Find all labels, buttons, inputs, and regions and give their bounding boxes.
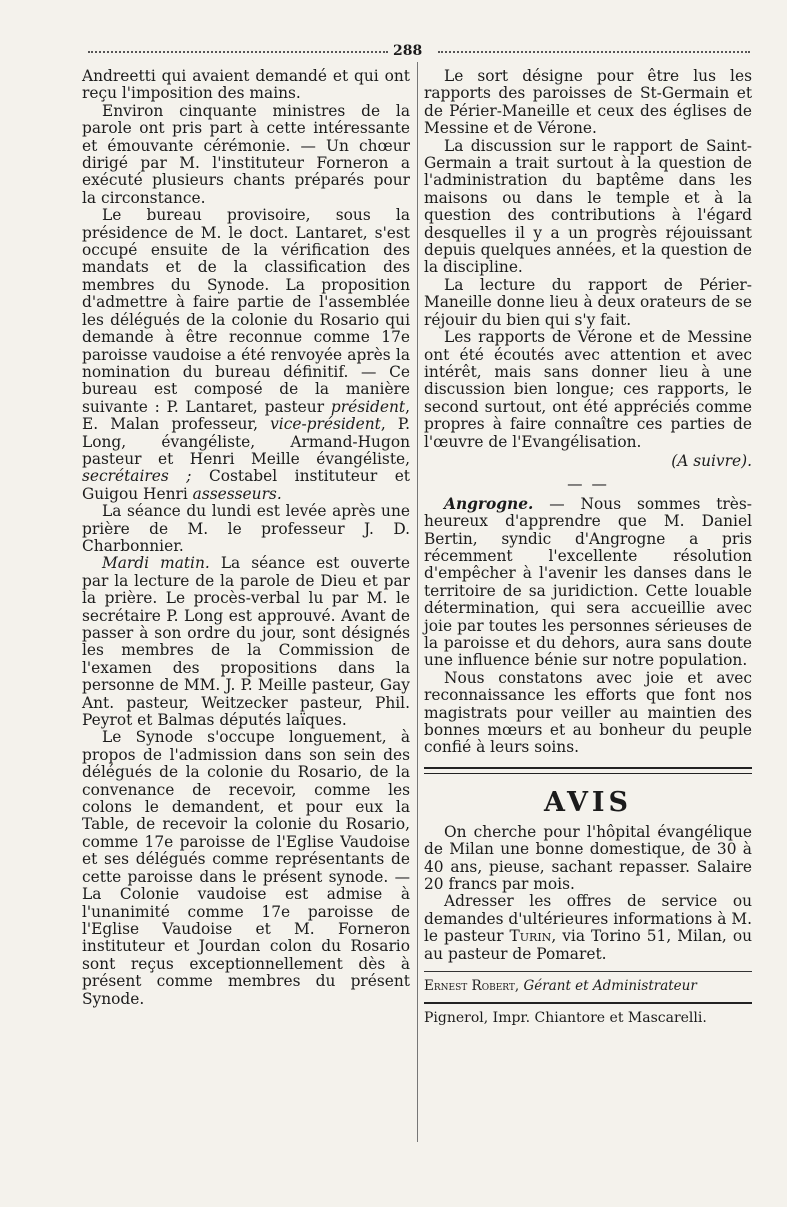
header-wave-left <box>88 51 388 57</box>
mardi-matin-text: La séance est ouverte par la lecture de la parole de Dieu et par la prière. Le procès-verbal lu par M. le secrétaire P. Long est approuvé. Avant de passer à son ordre du jour, sont désignés les membres de la Commission de l'examen des propositions dans la personne de MM. J. P. Meille pasteur, Gay Ant. pasteur, Weitzecker pasteur, Phil. Peyrot et Balmas députés laïques. <box>82 554 410 730</box>
bureau-text-c: , P. Long, évangéliste, Armand-Hugon pasteur et Henri Meille évangéliste, <box>82 415 411 468</box>
angrogne-article <box>424 496 752 670</box>
left-paragraph-2: Environ cinquante ministres de la parole ont pris part à cette intéressante et émouvante cérémonie. — Un chœur dirigé par M. l'instituteur Forneron a exécuté plusieurs chants préparés pour la circonstance. <box>82 101 410 207</box>
page-number: 288 <box>393 43 423 59</box>
avis-text-b: , via Torino 51, Milan, ou au pasteur de Pomaret. <box>424 927 752 963</box>
bureau-text-d: Costabel instituteur et Guigou Henri <box>82 467 410 503</box>
mardi-matin-heading: Mardi matin. <box>102 554 210 573</box>
angrogne-text: — Nous sommes très-heureux d'apprendre que M. Daniel Bertin, syndic d'Angrogne a pris récemment l'excellente résolution d'empêcher à l'avenir les danses dans le territoire de sa juridiction. Cette louable détermination, qui sera accueillie avec joie par toutes les personnes sérieuses de la paroisse et du dehors, aura sans doute une influence bénie sur notre population. <box>424 494 752 670</box>
angrogne-paragraph-2: Nous constatons avec joie et avec reconnaissance les efforts que font nos magistrats pour veiller au maintien des bonnes mœurs et au bonheur du peuple confié à leurs soins. <box>424 668 752 757</box>
avis-text-a: Adresser les offres de service ou demandes d'ultérieures informations à M. le pasteur <box>424 892 752 946</box>
avis-turin: Turin <box>509 927 552 946</box>
assesseurs-term: assesseurs. <box>192 484 282 503</box>
right-paragraph-1: Le sort désigne pour être lus les rapports des paroisses de St-Germain et de Périer-Maneille et ceux des églises de Messine et de Vérone. <box>424 67 752 138</box>
avis-paragraph-1: On cherche pour l'hôpital évangélique de Milan une bonne domestique, de 30 à 40 ans, pieuse, sachant repasser. Salaire 20 francs par mois. <box>424 822 752 894</box>
secretaires-term: secrétaires ; <box>82 467 192 486</box>
right-column <box>424 68 752 1027</box>
avis-paragraph-2 <box>424 893 752 963</box>
avis-top-rule <box>424 767 752 774</box>
imprimerie-line: Pignerol, Impr. Chiantore et Mascarelli. <box>424 1002 752 1027</box>
header-wave-right <box>438 51 750 57</box>
bureau-text-a: Le bureau provisoire, sous la présidence de M. le doct. Lantaret, s'est occupé ensuite de la vérification des mandats et de la classification des membres du Synode. La proposition d'admettre à faire partie de l'assemblée les délégués de la colonie du Rosario qui demande à être reconnue comme 17e paroisse vaudoise a été renvoyée après la nomination du bureau définitif. — Ce bureau est composé de la manière suivante : P. Lantaret, pasteur <box>82 206 410 416</box>
gerant-rule <box>424 971 752 972</box>
bureau-text-b: , E. Malan professeur, <box>82 397 410 434</box>
right-paragraph-2: La discussion sur le rapport de Saint-Germain a trait surtout à la question de l'administration du baptême dans les maisons ou dans le temple et à la question des contributions à l'égard desquelles il y a un progrès réjouissant depuis quelques années, et la question de la discipline. <box>424 136 752 277</box>
left-paragraph-seance: La séance du lundi est levée après une prière de M. le professeur J. D. Charbonnier. <box>82 502 410 555</box>
avis-title: AVIS <box>543 786 633 818</box>
left-paragraph-synode: Le Synode s'occupe longuement, à propos de l'admission dans son sein des délégués de la colonie du Rosario, de la convenance de recevoir, comme les colons le demandent, et pour eux la Table, de recevoir la colonie du Rosario, comme 17e paroisse de l'Eglise Vaudoise et ses délégués comme représentants de cette paroisse dans le présent synode. — La Colonie vaudoise est admise à l'unanimité comme 17e paroisse de l'Eglise Vaudoise et M. Forneron instituteur et Jourdan colon du Rosario sont reçus exceptionnellement dès à présent comme membres du présent Synode. <box>82 728 410 1008</box>
gerant-role: Gérant et Administrateur <box>519 978 697 995</box>
vice-president-term: vice-président <box>270 415 381 434</box>
left-paragraph-bureau <box>82 207 410 503</box>
angrogne-heading: Angrogne. <box>444 494 534 513</box>
section-separator: — — <box>567 475 609 494</box>
a-suivre-note: (A suivre). <box>671 451 752 470</box>
column-divider <box>417 62 418 1142</box>
gerant-line <box>424 978 752 995</box>
right-paragraph-4: Les rapports de Vérone et de Messine ont été écoutés avec attention et avec intérêt, mais sans donner lieu à une discussion bien longue; ces rapports, le second surtout, ont été appréciés comme propres à faire connaître ces parties de l'œuvre de l'Evangélisation. <box>424 328 752 451</box>
left-paragraph-mardi <box>82 555 410 729</box>
right-paragraph-3: La lecture du rapport de Périer-Maneille donne lieu à deux orateurs de se réjouir du bien qui s'y fait. <box>424 275 752 329</box>
president-term: président <box>330 397 406 416</box>
left-paragraph-1: Andreetti qui avaient demandé et qui ont reçu l'imposition des mains. <box>82 67 410 103</box>
gerant-name: Ernest Robert, <box>424 978 520 995</box>
left-column <box>82 68 410 1008</box>
